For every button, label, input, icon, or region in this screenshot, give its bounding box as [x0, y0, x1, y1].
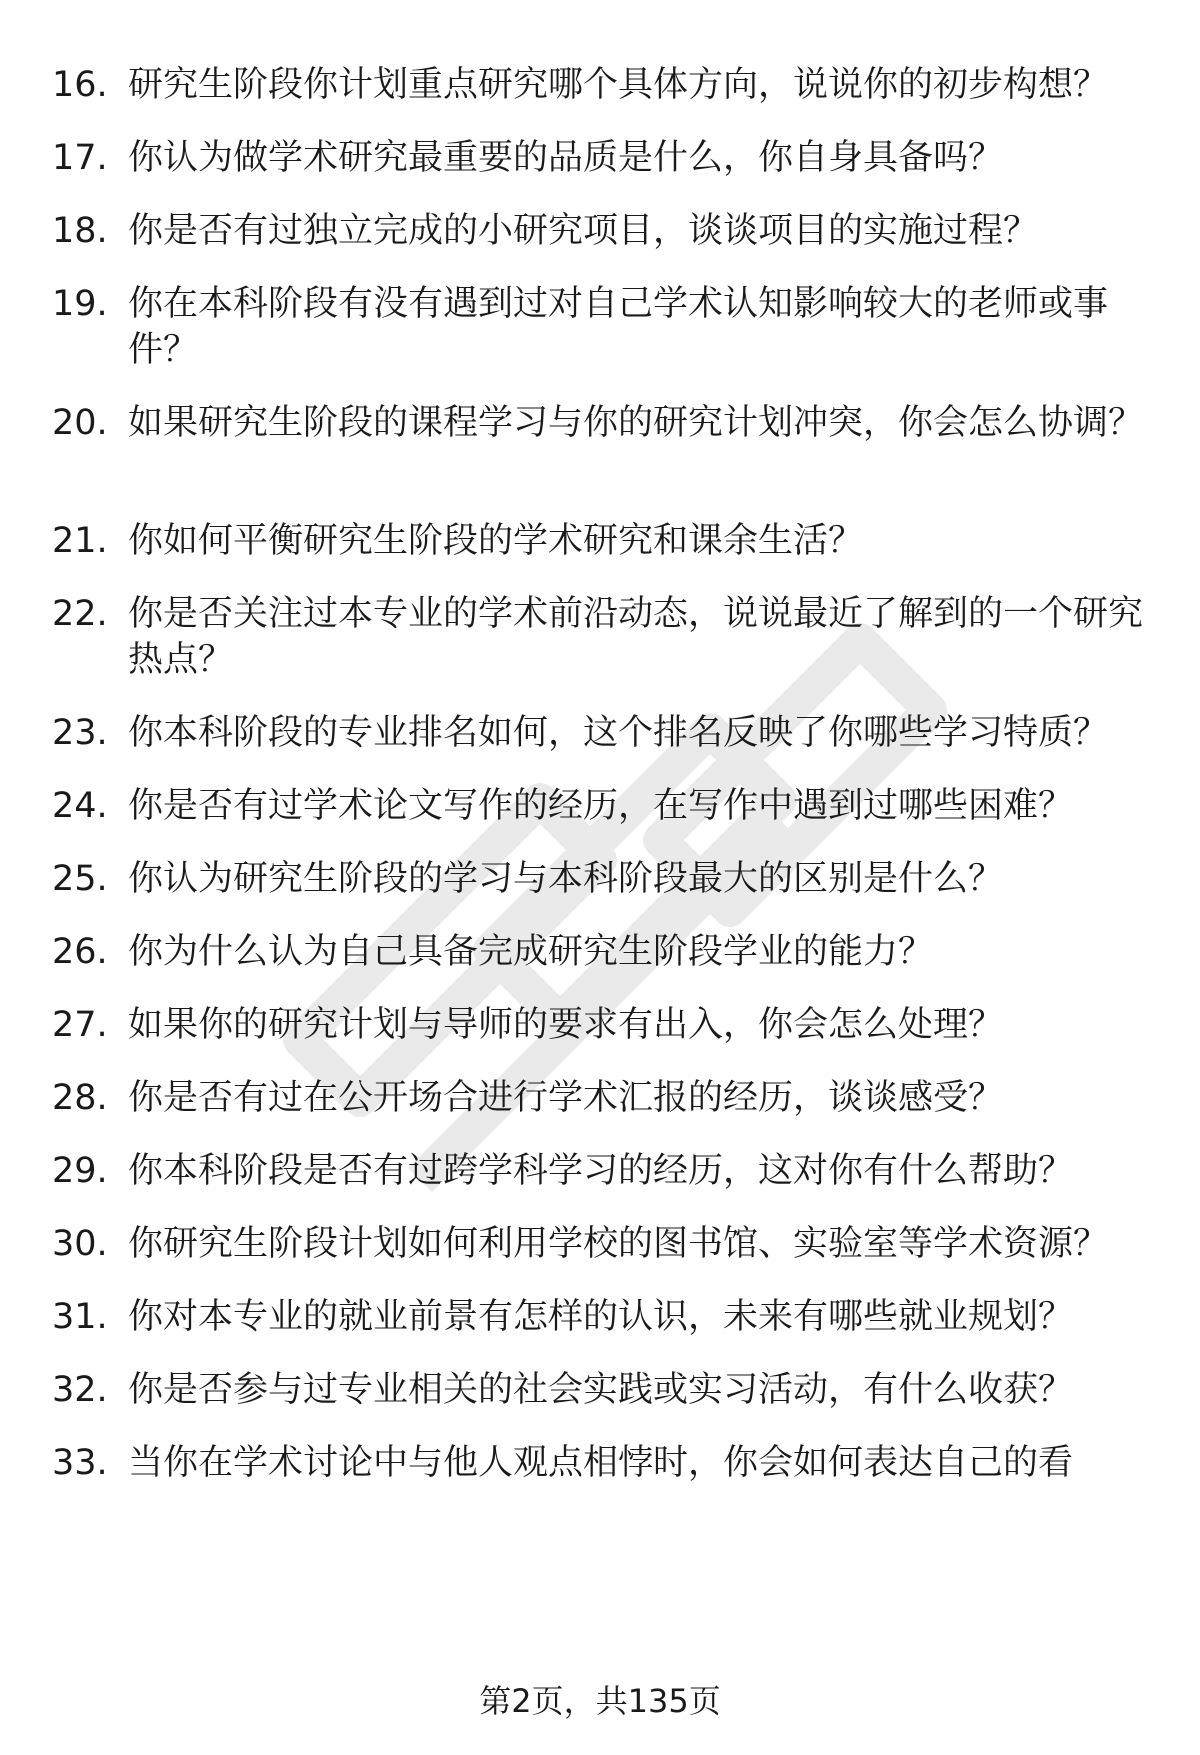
question-number: 18. [52, 211, 108, 251]
question-text: 研究生阶段你计划重点研究哪个具体方向，说说你的初步构想？ [128, 65, 1109, 105]
question-text: 你是否有过在公开场合进行学术汇报的经历，谈谈感受？ [128, 1078, 1004, 1118]
question-number: 20. [52, 403, 108, 443]
question-text: 你在本科阶段有没有遇到过对自己学术认知影响较大的老师或事件？ [128, 284, 1109, 370]
question-text: 你本科阶段是否有过跨学科学习的经历，这对你有什么帮助？ [128, 1151, 1074, 1191]
question-text: 你对本专业的就业前景有怎样的认识，未来有哪些就业规划？ [128, 1297, 1074, 1337]
question-text: 你本科阶段的专业排名如何，这个排名反映了你哪些学习特质？ [128, 713, 1109, 753]
question-number: 33. [52, 1443, 108, 1483]
question-number: 25. [52, 859, 108, 899]
question-number: 29. [52, 1151, 108, 1191]
question-number: 19. [52, 284, 108, 324]
question-text: 你认为研究生阶段的学习与本科阶段最大的区别是什么？ [128, 859, 1004, 899]
question-text: 如果研究生阶段的课程学习与你的研究计划冲突，你会怎么协调？ [128, 403, 1144, 443]
question-text: 你为什么认为自己具备完成研究生阶段学业的能力？ [128, 932, 934, 972]
question-number: 17. [52, 138, 108, 178]
question-number: 22. [52, 594, 108, 634]
question-number: 32. [52, 1370, 108, 1410]
question-text: 你是否关注过本专业的学术前沿动态，说说最近了解到的一个研究热点？ [128, 594, 1144, 680]
page-number: 第2页，共135页 [479, 1682, 721, 1720]
question-text: 如果你的研究计划与导师的要求有出入，你会怎么处理？ [128, 1005, 1004, 1045]
question-text: 你是否参与过专业相关的社会实践或实习活动，有什么收获？ [128, 1370, 1074, 1410]
question-text: 你认为做学术研究最重要的品质是什么，你自身具备吗？ [128, 138, 1004, 178]
question-number: 21. [52, 521, 108, 561]
question-text: 你是否有过独立完成的小研究项目，谈谈项目的实施过程？ [128, 211, 1039, 251]
question-number: 30. [52, 1224, 108, 1264]
question-number: 27. [52, 1005, 108, 1045]
question-number: 16. [52, 65, 108, 105]
question-number: 23. [52, 713, 108, 753]
question-number: 31. [52, 1297, 108, 1337]
question-text: 你是否有过学术论文写作的经历，在写作中遇到过哪些困难？ [128, 786, 1074, 826]
question-text: 你研究生阶段计划如何利用学校的图书馆、实验室等学术资源？ [128, 1224, 1109, 1264]
question-number: 24. [52, 786, 108, 826]
question-number: 28. [52, 1078, 108, 1118]
question-number: 26. [52, 932, 108, 972]
question-text: 当你在学术讨论中与他人观点相悖时，你会如何表达自己的看 [128, 1443, 1074, 1483]
question-text: 你如何平衡研究生阶段的学术研究和课余生活？ [128, 521, 864, 561]
